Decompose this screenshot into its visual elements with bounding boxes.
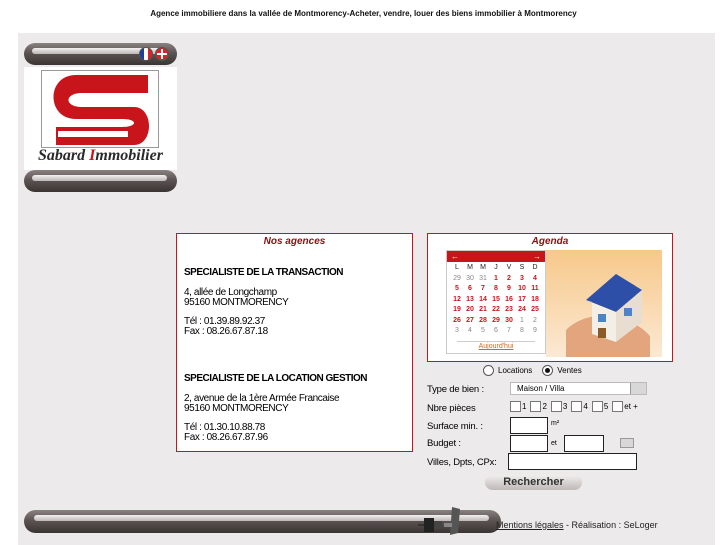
piece-option [592, 401, 608, 412]
calendar-day[interactable]: 29 [453, 274, 461, 282]
calendar-today-link[interactable]: Aujourd'hui [457, 341, 535, 350]
radio-locations[interactable] [483, 365, 494, 376]
radio-locations-label: Locations [498, 366, 533, 375]
logo[interactable] [24, 67, 177, 170]
piece-checkbox[interactable] [530, 401, 541, 412]
page-title: Agence immobiliere dans la vallée de Montmorency-Acheter, vendre, louer des biens immobilier à Montmorency [150, 9, 577, 18]
piece-label: 5 [603, 402, 609, 411]
calendar-day[interactable]: 3 [520, 274, 524, 282]
villes-label: Villes, Dpts, CPx: [427, 457, 497, 468]
budget-label: Budget : [427, 438, 461, 449]
piece-option [530, 401, 546, 412]
surface-input[interactable] [510, 417, 548, 434]
piece-label: 2 [542, 402, 547, 411]
transaction-address1: 4, allée de Longchamp [184, 287, 277, 298]
calendar-day[interactable]: 23 [505, 306, 513, 313]
location-fax: Fax : 08.26.67.87.96 [184, 432, 268, 443]
calendar-day[interactable]: 4 [468, 327, 472, 334]
calendar-day-header: J [494, 264, 498, 271]
transaction-heading: SPECIALISTE DE LA TRANSACTION [184, 267, 344, 278]
piece-checkbox[interactable] [592, 401, 603, 412]
calendar-day[interactable]: 13 [466, 295, 474, 303]
transaction-type-radios [483, 365, 582, 376]
dropdown-button[interactable] [630, 383, 646, 394]
surface-label: Surface min. : [427, 421, 483, 432]
middle-decor-bar [24, 170, 177, 192]
calendar-day[interactable]: 4 [533, 274, 537, 282]
piece-option [571, 401, 587, 412]
calendar-day[interactable]: 19 [453, 306, 461, 313]
calendar-prev-icon[interactable]: ← [451, 252, 459, 261]
calendar-day-header: V [506, 264, 512, 271]
calendar-day-header: M [480, 264, 486, 271]
calendar-day[interactable]: 14 [479, 295, 487, 303]
calendar-day[interactable]: 1 [520, 316, 524, 324]
budget-min-input[interactable] [510, 435, 548, 452]
calendar-day[interactable]: 17 [518, 295, 526, 303]
calendar-day[interactable]: 25 [531, 306, 539, 313]
budget-dropdown-button[interactable] [620, 438, 634, 448]
piece-label: 4 [583, 402, 588, 411]
calendar-day[interactable]: 5 [455, 285, 459, 292]
calendar-day[interactable]: 9 [533, 327, 537, 334]
calendar-day[interactable]: 3 [455, 327, 459, 334]
calendar-day-header: L [455, 264, 459, 271]
agencies-title: Nos agences [263, 236, 326, 247]
calendar-day[interactable]: 5 [481, 327, 485, 334]
calendar-day[interactable]: 6 [468, 285, 472, 292]
piece-option [551, 401, 567, 412]
calendar-day[interactable]: 30 [466, 274, 474, 282]
calendar-day[interactable]: 2 [533, 316, 537, 324]
transaction-address2: 95160 MONTMORENCY [184, 297, 289, 308]
calendar-day[interactable]: 1 [494, 274, 498, 282]
calendar-day[interactable]: 18 [531, 295, 539, 303]
location-address2: 95160 MONTMORENCY [184, 403, 289, 414]
logo-text: Sabard Immobilier [38, 147, 163, 164]
fr-flag-icon[interactable] [139, 47, 153, 61]
realisation-link[interactable]: SeLoger [623, 520, 658, 530]
calendar-day[interactable]: 9 [507, 285, 511, 292]
calendar-grid [447, 263, 545, 337]
piece-checkbox[interactable] [612, 401, 623, 412]
calendar-day[interactable]: 29 [492, 316, 500, 324]
calendar-day-header: S [519, 264, 525, 271]
house-image [546, 250, 662, 357]
calendar-day-header: M [467, 264, 473, 271]
piece-checkbox[interactable] [551, 401, 562, 412]
piece-checkbox[interactable] [510, 401, 521, 412]
budget-separator: et [551, 440, 557, 447]
calendar-day[interactable]: 30 [505, 316, 513, 324]
type-label: Type de bien : [427, 384, 484, 395]
piece-option [612, 401, 638, 412]
surface-unit: m² [551, 420, 560, 427]
calendar-day[interactable]: 20 [466, 306, 474, 313]
calendar-widget [446, 250, 546, 354]
calendar-day[interactable]: 6 [494, 327, 498, 334]
property-type-select[interactable] [510, 382, 647, 395]
transaction-fax: Fax : 08.26.67.87.18 [184, 326, 268, 337]
piece-checkbox[interactable] [571, 401, 582, 412]
calendar-day[interactable]: 2 [507, 274, 511, 282]
piece-label: 3 [562, 402, 568, 411]
calendar-next-icon[interactable]: → [533, 252, 541, 261]
agenda-title: Agenda [531, 236, 569, 247]
calendar-day[interactable]: 15 [492, 295, 500, 303]
calendar-day[interactable]: 7 [507, 327, 511, 334]
radio-ventes-label: Ventes [557, 366, 582, 375]
language-switcher [139, 47, 169, 61]
piece-label: et + [624, 402, 638, 411]
calendar-day[interactable]: 22 [492, 306, 500, 313]
logo-emblem [41, 70, 159, 148]
calendar-header [447, 251, 545, 262]
calendar-day[interactable]: 24 [518, 306, 526, 313]
villes-input[interactable] [508, 453, 637, 470]
piece-label: 1 [522, 402, 527, 411]
piece-option [510, 401, 526, 412]
pieces-label: Nbre pièces [427, 403, 476, 414]
budget-max-input[interactable] [564, 435, 604, 452]
calendar-day[interactable]: 12 [453, 295, 461, 303]
calendar-day[interactable]: 26 [453, 316, 461, 324]
calendar-day[interactable]: 31 [479, 274, 487, 282]
calendar-day[interactable]: 28 [479, 316, 487, 324]
pieces-checkboxes [510, 401, 642, 412]
search-button[interactable]: Rechercher [485, 475, 582, 490]
transaction-tel: Tél : 01.39.89.92.37 [184, 316, 265, 327]
calendar-day[interactable]: 8 [520, 327, 524, 334]
calendar-day[interactable]: 27 [466, 316, 474, 324]
location-tel: Tél : 01.30.10.88.78 [184, 422, 265, 433]
agencies-panel [176, 233, 413, 452]
location-heading: SPECIALISTE DE LA LOCATION GESTION [184, 373, 368, 384]
calendar-day[interactable]: 7 [481, 285, 485, 292]
footer [496, 520, 658, 530]
property-type-value: Maison / Villa [517, 384, 565, 393]
location-address1: 2, avenue de la 1ère Armée Francaise [184, 393, 340, 404]
calendar-day[interactable]: 8 [494, 285, 498, 292]
plug-icon [418, 503, 468, 539]
calendar-day[interactable]: 16 [505, 295, 513, 303]
en-flag-icon[interactable] [155, 47, 169, 61]
calendar-day[interactable]: 11 [531, 285, 539, 292]
calendar-day-header: D [532, 264, 538, 271]
agenda-panel [427, 233, 673, 362]
radio-ventes[interactable] [542, 365, 553, 376]
footer-separator: - Réalisation : [563, 520, 624, 530]
mentions-link[interactable]: Mentions légales [496, 520, 564, 530]
calendar-day[interactable]: 21 [479, 306, 487, 313]
calendar-day[interactable]: 10 [518, 285, 526, 292]
